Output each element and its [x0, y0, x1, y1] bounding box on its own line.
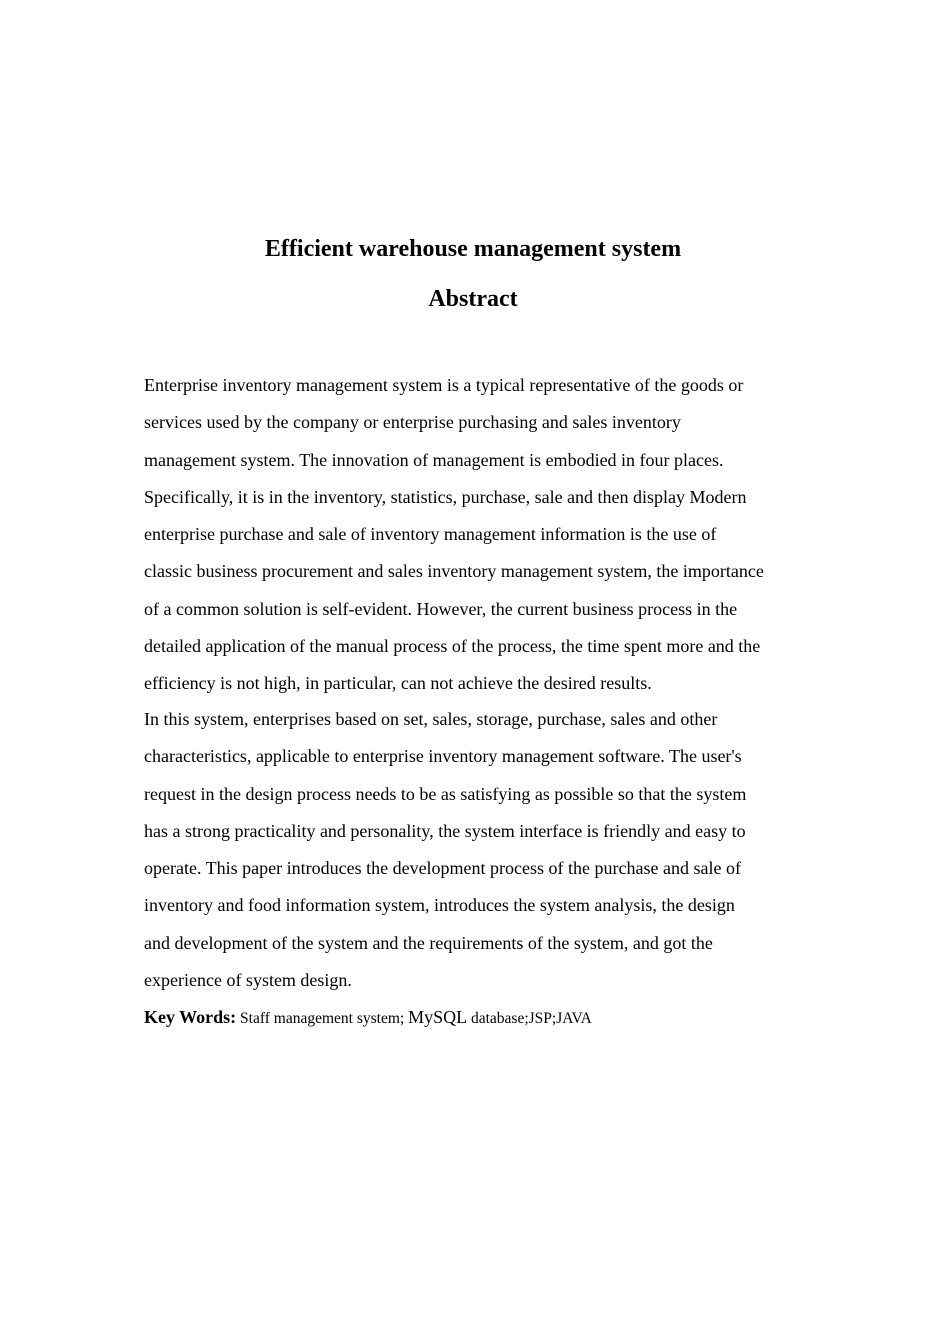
- paragraph-line: detailed application of the manual process of the process, the time spent more and the: [144, 636, 761, 657]
- paragraph-line: Enterprise inventory management system is a typical representative of the goods or: [144, 375, 744, 395]
- abstract-paragraph-2: [144, 701, 824, 999]
- paragraph-line: management system. The innovation of management is embodied in four places.: [144, 449, 724, 470]
- paragraph-line: has a strong practicality and personality, the system interface is friendly and easy to: [144, 820, 746, 841]
- paragraph-line: and development of the system and the requirements of the system, and got the: [144, 932, 713, 953]
- keywords-line: [144, 1003, 592, 1033]
- paragraph-line: experience of system design.: [144, 970, 352, 991]
- paragraph-line: operate. This paper introduces the development process of the purchase and sale of: [144, 858, 741, 879]
- paragraph-line: of a common solution is self-evident. However, the current business process in the: [144, 598, 738, 619]
- paragraph-line: In this system, enterprises based on set, sales, storage, purchase, sales and other: [144, 709, 718, 729]
- keywords-label: Key Words:: [144, 1007, 237, 1027]
- paragraph-line: request in the design process needs to be as satisfying as possible so that the system: [144, 783, 747, 804]
- keywords-text: Staff management system;: [236, 1010, 409, 1027]
- abstract-heading: Abstract: [428, 286, 518, 312]
- keywords-text-mysql: MySQL: [408, 1007, 468, 1027]
- paragraph-line: classic business procurement and sales inventory management system, the importance: [144, 561, 764, 582]
- keywords-text-rest: database;JSP;JAVA: [467, 1010, 592, 1027]
- document-title: Efficient warehouse management system: [264, 236, 682, 262]
- paragraph-line: efficiency is not high, in particular, can not achieve the desired results.: [144, 673, 652, 694]
- paragraph-line: characteristics, applicable to enterprise inventory management software. The user's: [144, 746, 742, 767]
- paragraph-line: inventory and food information system, introduces the system analysis, the design: [144, 895, 735, 916]
- abstract-paragraph-1: [144, 367, 824, 703]
- paragraph-line: Specifically, it is in the inventory, statistics, purchase, sale and then display Modern: [144, 486, 747, 507]
- paragraph-line: enterprise purchase and sale of inventory management information is the use of: [144, 524, 717, 545]
- paragraph-line: services used by the company or enterprise purchasing and sales inventory: [144, 412, 681, 433]
